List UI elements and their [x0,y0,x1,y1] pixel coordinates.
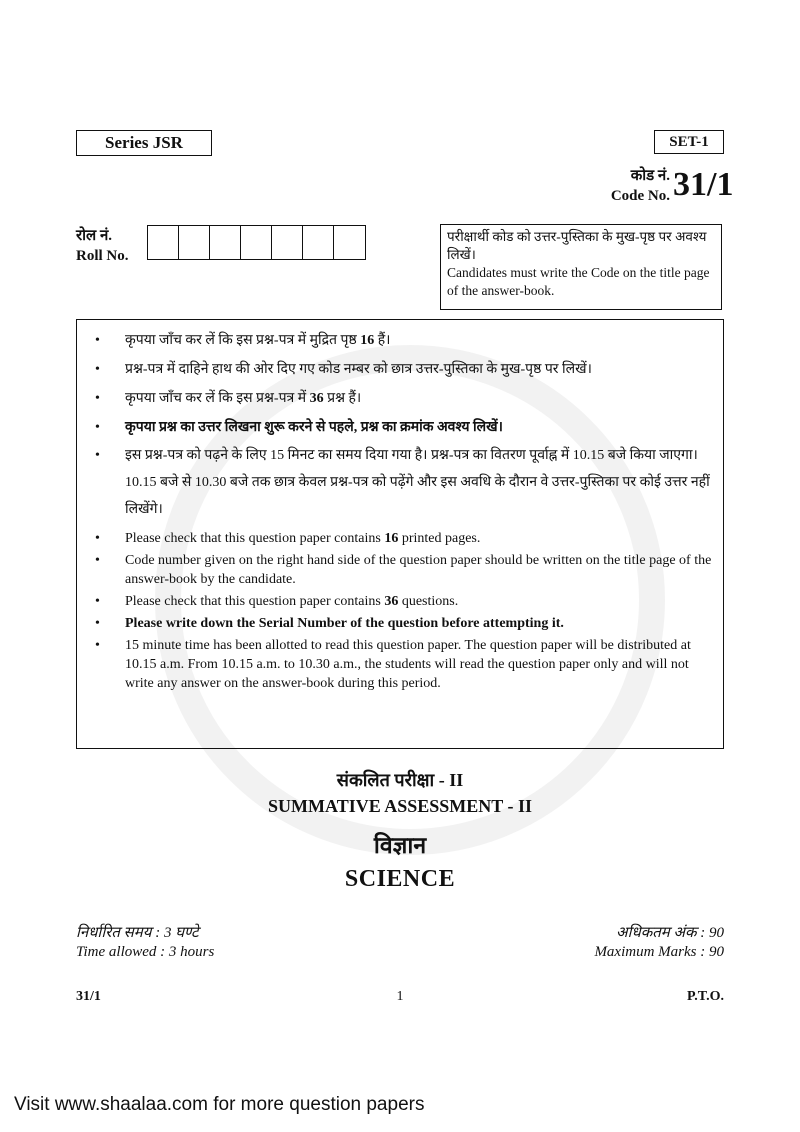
subject-title-english: SCIENCE [344,866,456,892]
roll-label-hindi: रोल नं. [76,228,113,244]
candidate-note-hindi: परीक्षार्थी कोड को उत्तर-पुस्तिका के मुख-पृष्ठ पर अवश्य लिखें। [447,229,707,262]
roll-cell[interactable] [334,226,365,259]
instruction-item: • Please check that this question paper contains 16 printed pages. [87,529,713,548]
set-label: SET-1 [654,130,724,154]
instructions-hindi [87,326,713,523]
instruction-item: • इस प्रश्न-पत्र को पढ़ने के लिए 15 मिनट का समय दिया गया है। प्रश्न-पत्र का वितरण पूर्वाह्न में 10.15 बजे किया जाएगा। 10.15 बजे से 10.30 बजे तक छात्र केवल प्रश्न-पत्र को पढ़ेंगे और इस अवधि के दौरान वे उत्तर-पुस्तिका पर कोई उत्तर नहीं लिखेंगे। [87,442,713,523]
subject-title-hindi: विज्ञान [373,833,427,858]
footer-code: 31/1 [76,989,101,1004]
roll-cell[interactable] [179,226,210,259]
instruction-item: • कृपया जाँच कर लें कि इस प्रश्न-पत्र में 36 प्रश्न हैं। [87,384,713,413]
time-allowed-hindi: निर्धारित समय : 3 घण्टे [76,925,199,941]
visit-link-text[interactable]: Visit www.shaalaa.com for more question papers [14,1094,425,1115]
assessment-title-hindi: संकलित परीक्षा - II [336,770,464,790]
roll-cell[interactable] [241,226,272,259]
roll-cell[interactable] [303,226,334,259]
candidate-note-english: Candidates must write the Code on the title page of the answer-book. [447,265,710,298]
time-allowed-english: Time allowed : 3 hours [76,944,215,960]
roll-cell[interactable] [272,226,303,259]
max-marks-english: Maximum Marks : 90 [594,944,724,960]
roll-number-boxes[interactable] [147,225,366,260]
instruction-item: • Code number given on the right hand side of the question paper should be written on the title page of the answer-book by the candidate. [87,551,713,589]
assessment-title-english: SUMMATIVE ASSESSMENT - II [268,796,532,816]
please-turn-over: P.T.O. [687,989,724,1004]
roll-label-english: Roll No. [76,248,129,264]
instruction-item: • Please write down the Serial Number of the question before attempting it. [87,614,713,633]
instruction-item: • 15 minute time has been allotted to read this question paper. The question paper will be distributed at 10.15 a.m. From 10.15 a.m. to 10.30 a.m., the students will read the question paper only and will not write any answer on the answer-book during this period. [87,636,713,693]
roll-cell[interactable] [210,226,241,259]
instruction-item: • प्रश्न-पत्र में दाहिने हाथ की ओर दिए गए कोड नम्बर को छात्र उत्तर-पुस्तिका के मुख-पृष्ठ पर लिखें। [87,355,713,384]
code-label-hindi: कोड नं. [630,168,670,184]
max-marks-hindi: अधिकतम अंक : 90 [616,925,724,941]
instruction-item: • कृपया प्रश्न का उत्तर लिखना शुरू करने से पहले, प्रश्न का क्रमांक अवश्य लिखें। [87,413,713,442]
series-label: Series JSR [76,130,212,156]
page-number: 1 [396,989,404,1004]
instruction-item: • Please check that this question paper contains 36 questions. [87,592,713,611]
code-number: 31/1 [673,166,734,203]
code-label-english: Code No. [610,188,670,204]
roll-cell[interactable] [148,226,179,259]
instructions-box [76,319,724,749]
candidate-note-box [440,224,722,310]
instruction-item: • कृपया जाँच कर लें कि इस प्रश्न-पत्र में मुद्रित पृष्ठ 16 हैं। [87,326,713,355]
instructions-english [87,529,713,693]
